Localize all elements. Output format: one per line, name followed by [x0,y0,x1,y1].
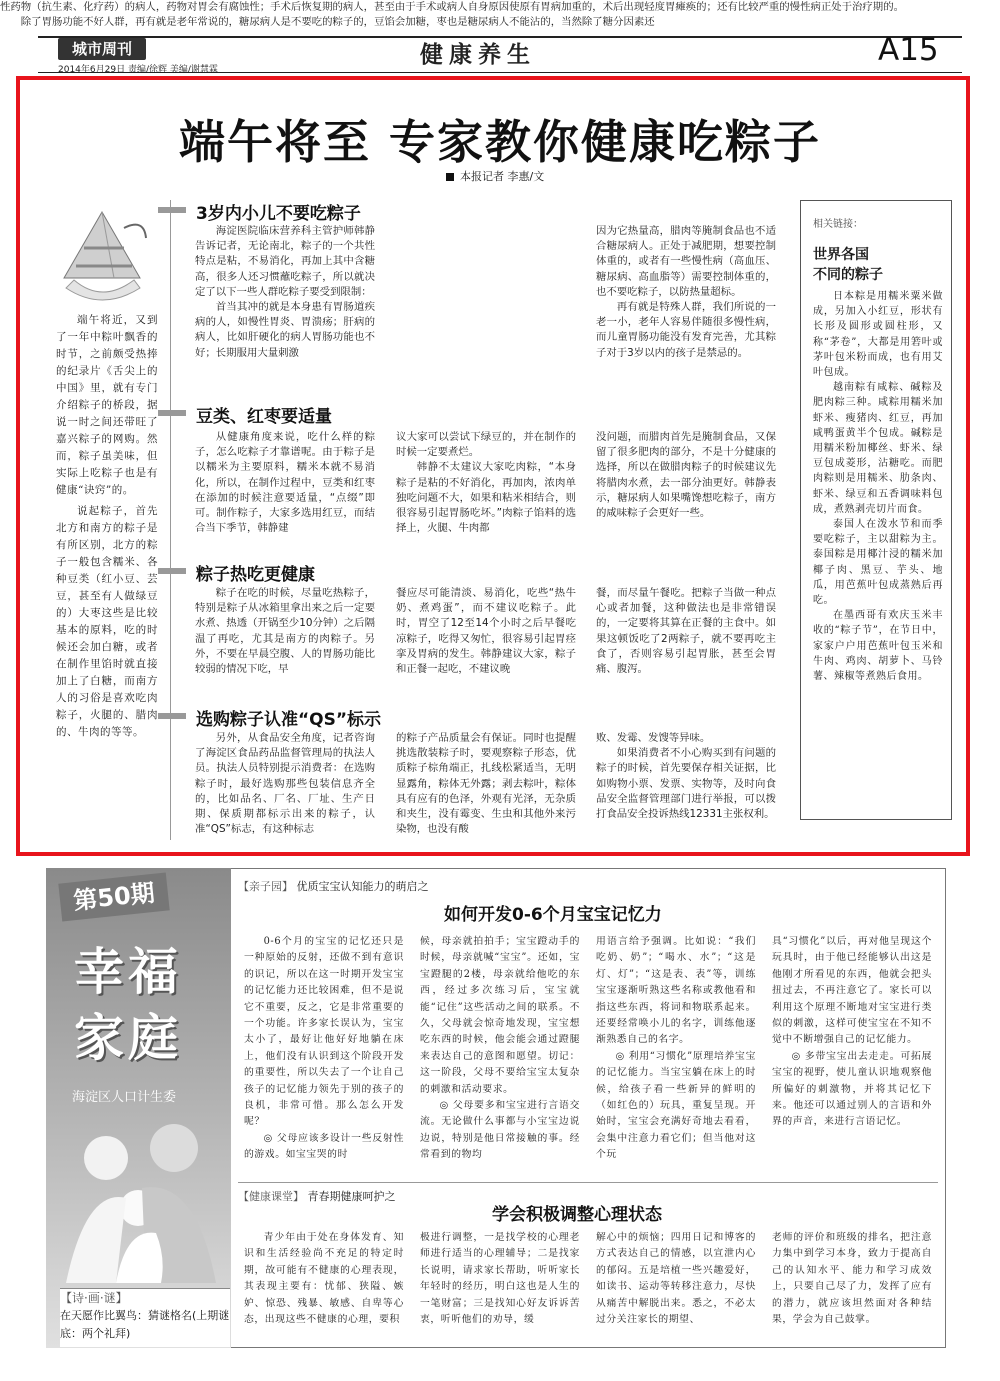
sidebar-paragraph: 日本粽是用糯米粟米做成，另加入小红豆，形状有长形及圆形或圆柱形，又称“茅卷”，大都是用箬叶或茅叶包米粉而成，也有用艾叶包成。 [813,291,943,379]
family-photo [46,1108,231,1283]
article-column [195,731,375,837]
paragraph: 除了胃肠功能不好人群，再有就是老年常说的，糖尿病人是不要吃的粽子的，豆馅会加糖，枣也是糖尿病人不能沾的，当然除了糖分因素还 [20,16,655,29]
parenting-column [244,934,404,1164]
section-heading: 粽子热吃更健康 [196,560,315,585]
paragraph: 再有就是特殊人群，我们所说的一老一小，老年人容易伴随很多慢性病，而儿童胃肠功能没有发育完善，尤其粽子对于3岁以内的孩子是禁忌的。 [596,301,776,359]
article-column [195,586,375,677]
article-column [596,586,776,677]
lede-paragraph: 说起粽子，首先北方和南方的粽子是有所区别，北方的粽子一般包含糯米、各种豆类（红小豆、芸豆，甚至有人做绿豆的）大枣这些是比较基本的原料，吃的时候还会加白糖，或者在制作里馅时就直接加上了白糖，而南方人的习俗是喜欢吃肉粽子，火腿的、腊肉的、牛肉的等等。 [56,505,158,738]
column-divider [170,200,171,840]
paragraph: 用语言给予强调。比如说：“我们吃奶、奶”；“喝水、水”；“这是灯、灯”；“这是表、表”等，训练宝宝逐渐听熟这些名称或教他看和指这些东西，将词和物联系起来。还要经常唤小儿的名字，训练他逐渐熟悉自己的名字。 [596,936,756,1046]
kicker-text: 青春期健康呵护之 [307,1190,396,1203]
kicker-tag: 【亲子园】 [238,880,293,893]
paragraph: 0-6个月的宝宝的记忆还只是一种原始的反射，还做不到有意识的识记，所以在这一时期开发宝宝的记忆能力还比较困难，但不是说它不重要，反之，它是非常重要的一个功能。许多家长误认为，宝宝太小了，最好让他好好地躺在床上，他们没有认识到这个阶段开发的重要性，所以失去了一个让自己孩子的记忆能力领先于别的孩子的良机，非常可惜。那么怎么开发呢？ [244,936,404,1128]
sidebar-title-line: 世界各国 [813,247,869,263]
byline-text: 本报记者 李惠/文 [460,170,545,183]
paragraph: 粽子在吃的时候，尽量吃热粽子，特别是粽子从冰箱里拿出来之后一定要水煮、热透（开锅至少10分钟）之后隔温了再吃，尤其是南方的肉粽子。另外，不要在早晨空腹、人的胃肠功能比较弱的情况下吃，早 [195,587,375,676]
classroom-column [596,1230,756,1328]
section-heading: 3岁内小儿不要吃粽子 [196,199,361,224]
riddle-kicker: 【诗·画·谜】 [60,1291,128,1305]
banner-organization: 海淀区人口计生委 [72,1090,177,1105]
sidebar-title-line: 不同的粽子 [813,267,883,283]
sidebar-title [813,245,883,285]
section-title: 健康养生 [420,42,536,68]
byline-square-icon [446,173,454,181]
paragraph: 候，母亲就拍拍手；宝宝蹬动手的时候，母亲就喊“宝宝”。还如，宝宝蹬腿的2楼，母亲就给他吃的东西，经过多次练习后，宝宝就能“记住”这些活动之间的联系。不久，父母就会惊奇地发现，宝宝想吃东西的时候，他会能会通过蹬腿来表达自己的意图和愿望。切记：这一阶段，父母不要给宝宝太复杂的刺激和活动要求。 [420,936,580,1095]
paragraph: ◎ 父母应该多设计一些反射性的游戏。如宝宝哭的时 [244,1132,404,1161]
riddle-box [60,1288,230,1347]
parenting-column [772,934,932,1131]
sidebar-paragraph: 越南粽有咸粽、碱粽及肥肉粽三种。咸粽用糯米加虾米、瘦猪肉、红豆，再加咸鸭蛋黄半个包成。碱粽是用糯米粉加椰丝、虾米、绿豆包成菱形，沾糖吃。而肥肉粽则是用糯米、肋条肉、虾米、绿豆和五香调味料包成，煮熟剥壳切片而食。 [813,382,943,515]
paragraph: 没问题，而腊肉首先是腌制食品，又保留了很多肥肉的部分，不是十分健康的选择，所以在做腊肉粽子的时候建议先将腊肉水煮，去一部分油更好。韩静表示，糖尿病人如果嘴馋想吃粽子，南方的咸味粽子会更好一些。 [596,431,776,520]
parenting-title: 如何开发0-6个月宝宝记忆力 [444,905,662,925]
sidebar-paragraph: 泰国人在泼水节和而季要吃粽子，主以甜粽为主。泰国粽是用椰汁浸的糯米加椰子肉、黑豆、芋头、地瓜，用芭蕉叶包成蒸熟后再吃。 [813,519,943,607]
paragraph: 海淀医院临床营养科主管护师韩静告诉记者，无论南北，粽子的一个共性特点是粘，不易消化，再加上其中含糖高，很多人还习惯蘸吃粽子，所以就决定了以下一些人群吃粽子要受到限制： [195,225,375,298]
paragraph: 餐，而尽量午餐吃。把粽子当做一种点心或者加餐，这种做法也是非常错误的，一定要将其算在正餐的主食中。如果这顿饭吃了2两粽子，就不要再吃主食了，否则容易引起胃胀，甚至会胃痛、腹泻。 [596,587,776,676]
kicker-tag: 【健康课堂】 [238,1190,304,1203]
classroom-kicker [238,1188,396,1204]
classroom-column [772,1230,932,1328]
article-column [396,586,576,677]
parenting-column [596,934,756,1164]
classroom-title: 学会积极调整心理状态 [492,1205,662,1225]
parenting-kicker [238,878,429,894]
parenting-column [420,934,580,1164]
section-heading: 豆类、红枣要适量 [196,402,332,427]
happy-family-banner [46,868,231,1348]
paragraph: ◎ 父母要多和宝宝进行言语交流。无论做什么事都与小宝宝边说边说，特别是他日常接触的事。经常看到的物均 [420,1100,580,1161]
classroom-column [420,1230,580,1328]
issue-badge: 第50期 [58,872,169,921]
section-heading: 选购粽子认准“QS”标示 [196,705,381,730]
article-column [596,224,776,361]
paragraph: 性药物（抗生素、化疗药）的病人，药物对胃会有腐蚀性；手术后恢复期的病人，甚至由于手术或病人自身原因使原有胃病加重的，术后出现轻度胃瘫痪的；还有比较严重的慢性病正处于治疗期的。 [0,1,904,13]
dateline: 2014年6月29日 责编/徐辉 美编/谢慧霖 [58,65,218,75]
paragraph: 首当其冲的就是本身患有胃肠道疾病的人，如慢性胃炎、胃溃疡；肝病的病人，比如肝硬化的病人胃肠功能也不好；长期服用大量刺激 [195,301,375,359]
paragraph: 老师的评价和班级的排名，把注意力集中到学习本身，致力于提高自己的认知水平、能力和学习成效上，只要自己尽了力，发挥了应有的潜力，就应该坦然面对各种结果，学会为自己鼓掌。 [772,1232,932,1326]
paragraph: 青少年由于处在身体发育、知识和生活经验尚不充足的特定时期，故可能有不健康的心理表现，其表现主要有：忧郁、狭隘、嫉妒、惊恐、残暴、敏感、自卑等心态，出现这些不健康的心理，要积 [244,1232,404,1326]
article-column [396,430,576,536]
classroom-column [244,1230,404,1328]
paragraph: 另外，从食品安全角度，记者咨询了海淀区食品药品监督管理局的执法人员。执法人员特别提示消费者：在选购粽子时，最好选购那些包装信息齐全的，比如品名、厂名、厂址、生产日期、保质期都标示出来的粽子，认准“QS”标志，有这种标志 [195,732,375,836]
paragraph: 极进行调整，一是找学校的心理老师进行适当的心理辅导；二是找家长说明，请求家长帮助，听听家长年轻时的经历，明白这也是人生的一笔财富；三是找知心好友诉诉苦衷，听听他们的劝导，缓 [420,1232,580,1326]
paragraph: 的粽子产品质量会有保证。同时也提醒挑选散装粽子时，要观察粽子形态，优质粽子棕角端正，扎线松紧适当，无明显露角，粽体无外露；剥去粽叶，粽体具有应有的色泽，外观有光泽，无杂质和夹生，没有霉变、生虫和其他外来污染物，也没有酸 [396,732,576,836]
riddle-text: 在天愿作比翼鸟：猜谜格名(上期谜底：两个礼拜) [60,1309,230,1340]
paragraph: 韩静不太建议大家吃肉粽，“本身粽子是粘的不好消化，再加肉，浓肉单独吃问题不大，如果和粘米相结合，则很容易引起胃肠吃坏。”肉粽子馅料的选择上，火腿、牛肉都 [396,461,576,535]
paragraph: 议大家可以尝试下绿豆的，并在制作的时候一定要煮烂。 [396,431,576,459]
paragraph: 从健康角度来说，吃什么样的粽子，怎么吃粽子才靠谱呢。由于粽子是以糯米为主要原料，糯米本就不易消化，所以，在制作过程中，豆类和红枣在添加的时候注意要适量，“点缀”即可。制作粽子，大家多选用红豆，而结合当下季节，韩静建 [195,431,375,535]
paragraph: ◎ 利用“习惯化”原理培养宝宝的记忆能力。当宝宝躺在床上的时候，给孩子看一些新异的鲜明的（如红色的）玩具，重复呈现。开始时，宝宝会充满好奇地去看看，会集中注意力看它们；但当他对这个玩 [596,1050,756,1161]
zongzi-illustration [54,208,150,308]
article-headline: 端午将至 专家教你健康吃粽子 [178,115,821,169]
article-column [396,731,576,837]
article-column [596,731,776,822]
paragraph: 因为它热量高，腊肉等腌制食品也不适合糖尿病人。正处于减肥期，想要控制体重的，或者有一些慢性病（高血压、糖尿病、高血脂等）需要控制体重的，也不要吃粽子，以防热量超标。 [596,225,776,298]
paragraph: 解心中的烦恼；四用日记和博客的方式表达自己的情感，以宣泄内心的郁闷。五是培植一些兴趣爱好，如读书、运动等转移注意力，尽快从痛苦中解脱出来。悉之，不必太过分关注家长的期望、 [596,1232,756,1326]
paragraph: ◎ 多带宝宝出去走走。可拓展宝宝的视野，使儿童认识地观察他所偏好的刺激物，并将其记忆下来。他还可以通过别人的言语和外界的声音，来进行言语记忆。 [772,1050,932,1128]
sidebar-paragraph: 在墨西哥有欢庆玉米丰收的“粽子节”，在节日中，家家户户用芭蕉叶包玉米和牛肉、鸡肉、胡萝卜、马铃薯、辣椒等煮熟后食用。 [813,610,943,683]
sidebar-body [813,289,943,684]
lede-paragraph: 端午将近，又到了一年中粽叶飘香的时节，之前颇受热捧的纪录片《舌尖上的中国》里，就有专门介绍粽子的桥段，据说一时之间还带旺了嘉兴粽子的网购。然而，粽子虽美味，但实际上吃粽子也是有健康“诀窍”的。 [56,314,158,496]
paragraph: 败、发霉、发馊等异味。 [596,732,711,744]
article-byline [446,168,544,184]
paragraph: 如果消费者不小心购买到有问题的粽子的时候，首先要保存相关证据，比如购物小票、发票、实物等，及时向食品安全监督管理部门进行举报，可以拨打食品安全投诉热线12331主张权利。 [596,747,776,821]
article-column [195,430,375,536]
article-column [0,0,904,30]
banner-title-line: 幸福 [74,943,182,1001]
article-column [596,430,776,521]
paragraph: 餐应尽可能清淡、易消化，吃些“热牛奶、煮鸡蛋”，而不建议吃粽子。此时，胃空了12至14个小时之后早餐吃凉粽子，吃得又匆忙，很容易引起胃痉挛及胃病的发生。韩静建议大家，粽子和正餐一起吃，不建议晚 [396,587,576,676]
article-lede [56,312,158,745]
kicker-text: 优质宝宝认知能力的萌启之 [296,880,429,893]
brand-badge: 城市周刊 [58,38,146,60]
paragraph: 具“习惯化”以后，再对他呈现这个玩具时，由于他已经能够认出这是他刚才所看见的东西，他就会把头扭过去，不再注意它了。家长可以利用这个原理不断地对宝宝进行类似的刺激，这样可使宝宝在不知不觉中不断增强自己的记忆能力。 [772,936,932,1046]
page-number: A15 [878,32,939,68]
article-column [195,224,375,361]
sidebar-kicker: 相关链接： [813,219,863,230]
related-links-sidebar [800,200,952,820]
banner-title-line: 家庭 [74,1009,182,1067]
section-divider [238,1182,938,1183]
